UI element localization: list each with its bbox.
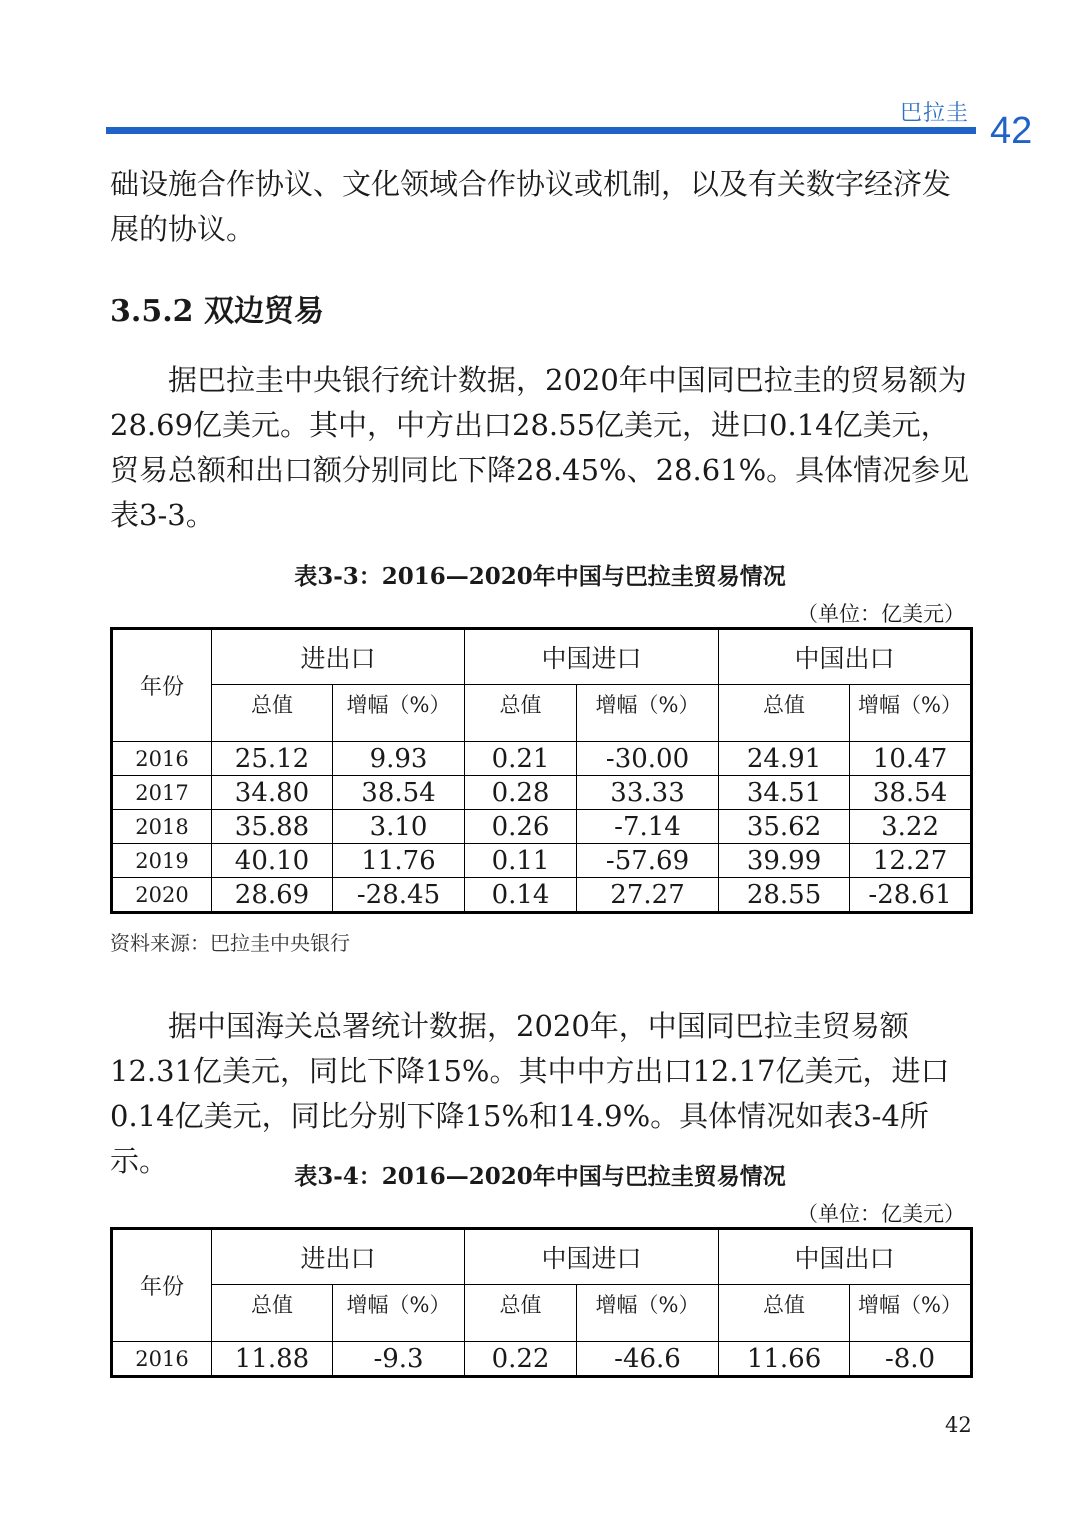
sub-header: 总值 — [719, 1285, 850, 1342]
table-cell: 9.93 — [333, 742, 465, 776]
table-cell: 34.80 — [212, 776, 333, 810]
table-cell: -7.14 — [577, 810, 719, 844]
sub-header: 总值 — [465, 1285, 577, 1342]
table-cell: 39.99 — [719, 844, 850, 878]
table-cell: 38.54 — [333, 776, 465, 810]
table-cell: 27.27 — [577, 878, 719, 913]
year-cell: 2016 — [112, 1342, 212, 1377]
header-rule — [106, 127, 976, 134]
group-header-total: 进出口 — [212, 1229, 465, 1285]
trade-paragraph-1: 据巴拉圭中央银行统计数据，2020年中国同巴拉圭的贸易额为28.69亿美元。其中，中方出口28.55亿美元，进口0.14亿美元，贸易总额和出口额分别同比下降28.45%、28.61%。具体情况参见表3-3。 — [110, 363, 970, 532]
year-header: 年份 — [112, 1229, 212, 1342]
year-cell: 2016 — [112, 742, 212, 776]
table-cell: 34.51 — [719, 776, 850, 810]
year-cell: 2020 — [112, 878, 212, 913]
trade-table-3-3 — [110, 627, 973, 914]
table-cell: 0.14 — [465, 878, 577, 913]
table-cell: 24.91 — [719, 742, 850, 776]
table-cell: -30.00 — [577, 742, 719, 776]
sub-header: 总值 — [212, 685, 333, 742]
table-row — [112, 878, 972, 913]
header-country: 巴拉圭 — [900, 101, 970, 126]
table-cell: 38.54 — [850, 776, 972, 810]
header-page-number: 42 — [990, 110, 1033, 152]
table-cell: 25.12 — [212, 742, 333, 776]
sub-header: 增幅（%） — [577, 685, 719, 742]
table-row — [112, 844, 972, 878]
table-cell: 28.69 — [212, 878, 333, 913]
group-header-export: 中国出口 — [719, 1229, 972, 1285]
table-cell: 35.62 — [719, 810, 850, 844]
trade-table-3-4 — [110, 1227, 973, 1378]
table-cell: 11.76 — [333, 844, 465, 878]
table-cell: 0.11 — [465, 844, 577, 878]
table-cell: 3.22 — [850, 810, 972, 844]
year-cell: 2019 — [112, 844, 212, 878]
sub-header: 增幅（%） — [850, 685, 972, 742]
intro-paragraph: 础设施合作协议、文化领域合作协议或机制，以及有关数字经济发展的协议。 — [110, 167, 952, 246]
table-cell: -8.0 — [850, 1342, 972, 1377]
sub-header: 总值 — [465, 685, 577, 742]
footer-page-number: 42 — [945, 1413, 972, 1437]
year-cell: 2017 — [112, 776, 212, 810]
table-cell: 0.22 — [465, 1342, 577, 1377]
table-cell: 33.33 — [577, 776, 719, 810]
section-title: 3.5.2 双边贸易 — [110, 294, 324, 329]
table-row — [112, 1342, 972, 1377]
table-cell: 0.21 — [465, 742, 577, 776]
table2-unit: （单位：亿美元） — [797, 1202, 965, 1226]
group-header-export: 中国出口 — [719, 629, 972, 685]
sub-header: 增幅（%） — [850, 1285, 972, 1342]
table2-caption: 表3-4：2016—2020年中国与巴拉圭贸易情况 — [294, 1163, 786, 1190]
table-cell: -28.45 — [333, 878, 465, 913]
table-cell: -9.3 — [333, 1342, 465, 1377]
group-header-import: 中国进口 — [465, 1229, 719, 1285]
table-cell: 28.55 — [719, 878, 850, 913]
sub-header: 增幅（%） — [333, 685, 465, 742]
table-row — [112, 776, 972, 810]
table-cell: -28.61 — [850, 878, 972, 913]
table-cell: 11.88 — [212, 1342, 333, 1377]
table-cell: 0.28 — [465, 776, 577, 810]
table-cell: -57.69 — [577, 844, 719, 878]
table-cell: 12.27 — [850, 844, 972, 878]
table1-unit: （单位：亿美元） — [797, 602, 965, 626]
sub-header: 增幅（%） — [577, 1285, 719, 1342]
table-cell: 11.66 — [719, 1342, 850, 1377]
sub-header: 增幅（%） — [333, 1285, 465, 1342]
table-cell: -46.6 — [577, 1342, 719, 1377]
year-header: 年份 — [112, 629, 212, 742]
year-cell: 2018 — [112, 810, 212, 844]
table-cell: 35.88 — [212, 810, 333, 844]
sub-header: 总值 — [212, 1285, 333, 1342]
table-row — [112, 810, 972, 844]
sub-header: 总值 — [719, 685, 850, 742]
group-header-import: 中国进口 — [465, 629, 719, 685]
table-cell: 0.26 — [465, 810, 577, 844]
table-cell: 3.10 — [333, 810, 465, 844]
table1-source: 资料来源：巴拉圭中央银行 — [110, 931, 350, 955]
group-header-total: 进出口 — [212, 629, 465, 685]
table-cell: 10.47 — [850, 742, 972, 776]
table-row — [112, 742, 972, 776]
table-cell: 40.10 — [212, 844, 333, 878]
table1-caption: 表3-3：2016—2020年中国与巴拉圭贸易情况 — [294, 563, 786, 590]
trade-paragraph-2: 据中国海关总署统计数据，2020年，中国同巴拉圭贸易额12.31亿美元，同比下降15%。其中中方出口12.17亿美元，进口0.14亿美元，同比分别下降15%和14.9%。具体情况如表3-4所示。 — [110, 1009, 950, 1178]
